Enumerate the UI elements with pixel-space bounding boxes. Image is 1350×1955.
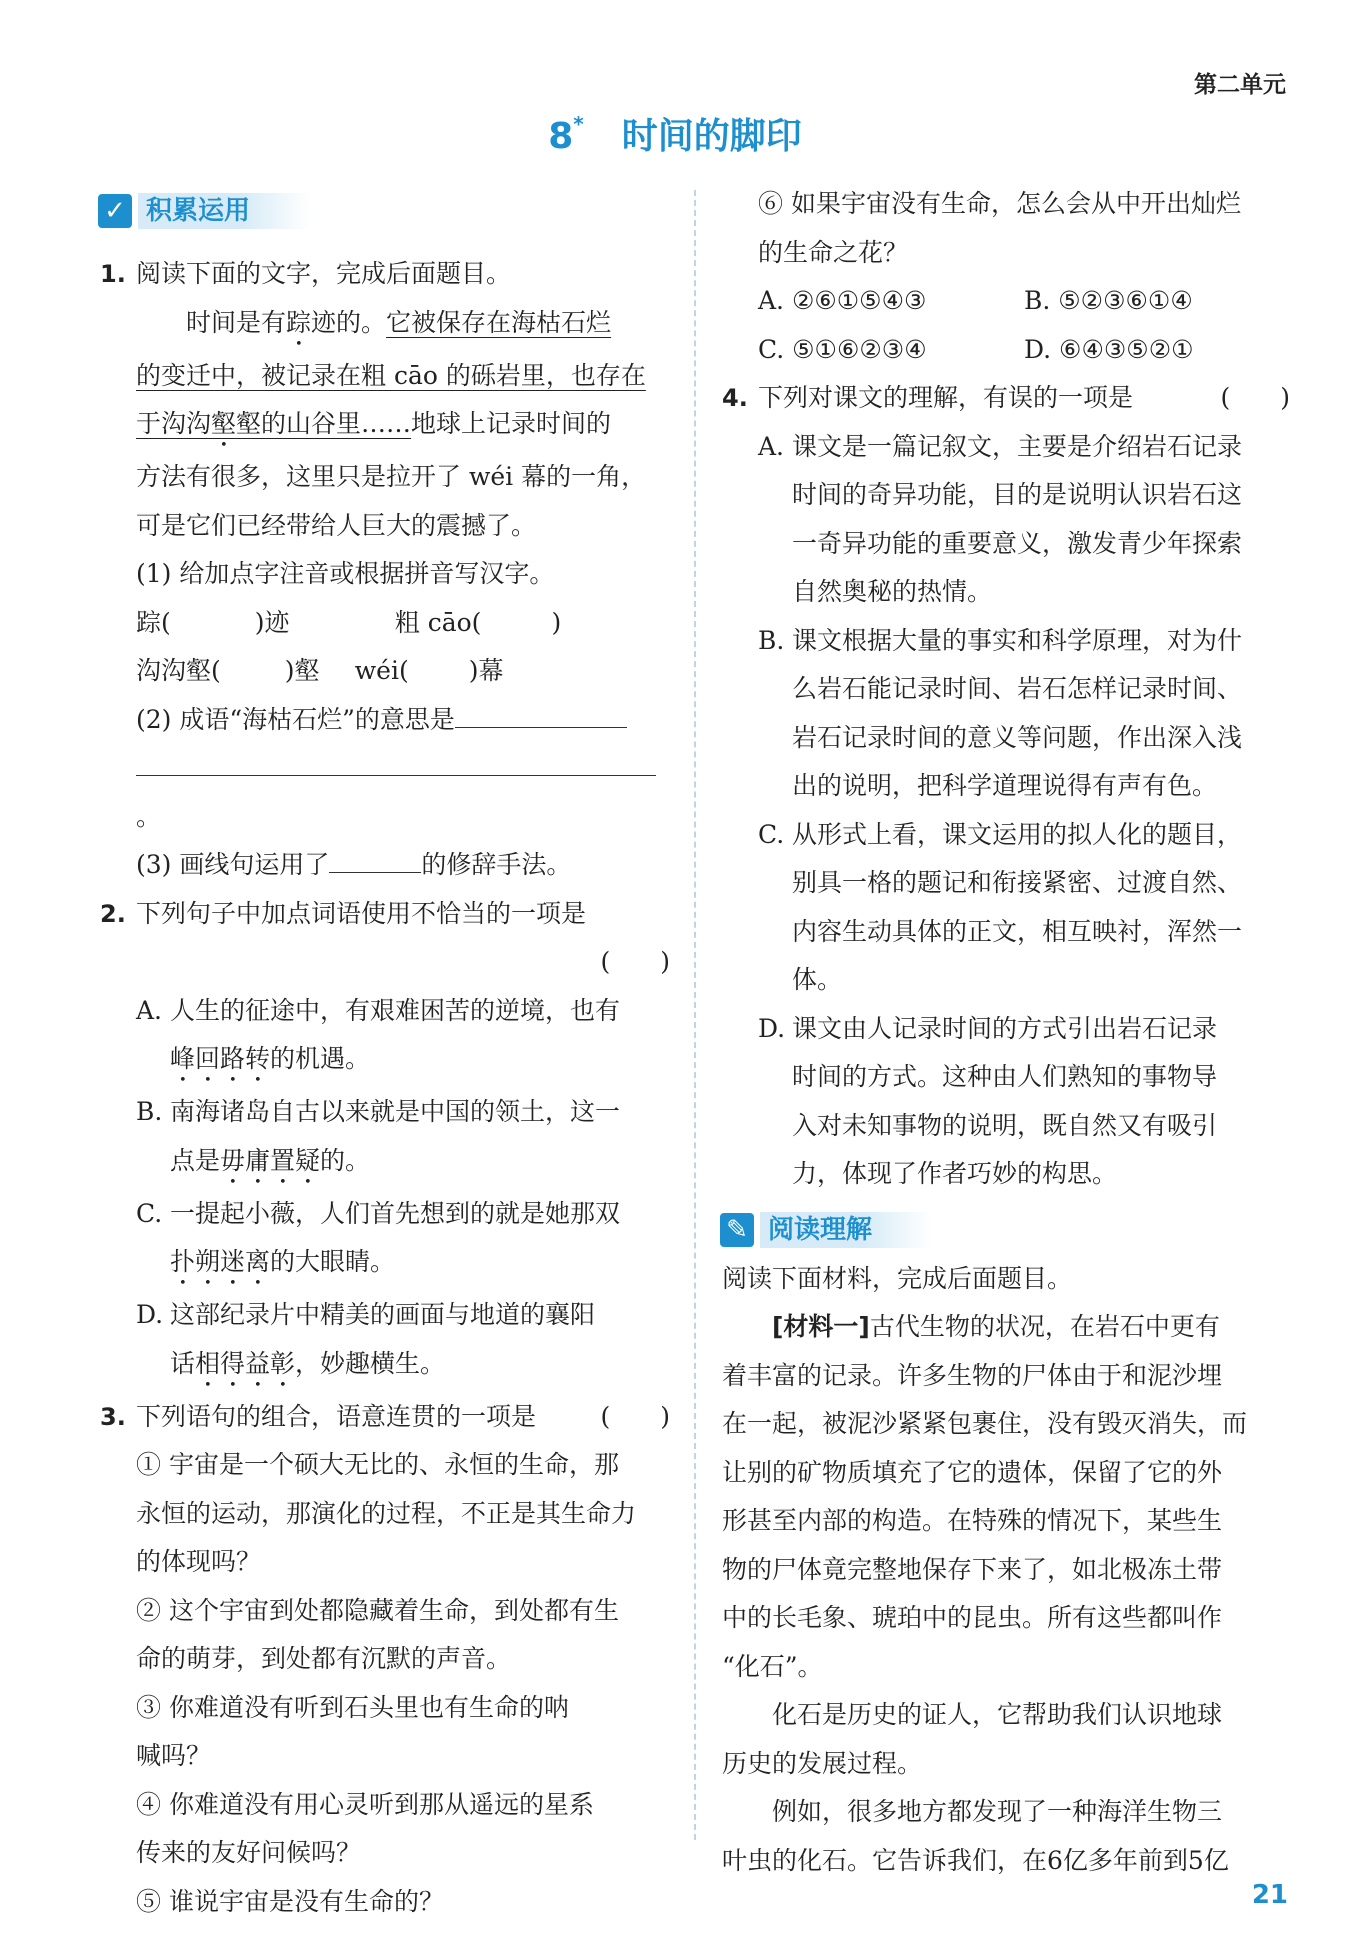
sub-question-2 <box>136 696 670 745</box>
sentence-4: ④ 你难道没有用心灵听到那从遥远的星系 <box>136 1789 594 1819</box>
option-label: C. <box>136 1198 163 1228</box>
right-column <box>722 180 1290 1885</box>
option-text: 这部纪录片中精美的画面与地道的襄阳 <box>170 1300 596 1329</box>
fill-label: 粗 cāo( <box>394 607 482 637</box>
option-text: 入对未知事物的说明，既自然又有吸引 <box>792 1110 1218 1140</box>
sentence-3: 喊吗？ <box>136 1741 212 1770</box>
section-title: 积累运用 <box>138 193 310 229</box>
sentence-6: 的生命之花？ <box>758 237 909 267</box>
fill-label: )幕 <box>468 656 504 685</box>
option-text: 课文由人记录时间的方式引出岩石记录 <box>792 1013 1218 1043</box>
underlined-text: 它被保存在海枯石烂 <box>386 307 612 337</box>
option-c[interactable]: C. ⑤①⑥②③④ <box>758 334 927 364</box>
option-label: A. <box>758 431 785 461</box>
passage-text: 地球上记录时间的 <box>411 409 612 438</box>
option-d[interactable] <box>722 1005 1290 1199</box>
question-stem: 阅读下面的文字，完成后面题目。 <box>136 259 512 288</box>
question-number: 4. <box>722 384 748 412</box>
passage-text: 时间是有 <box>186 307 287 337</box>
material-text: 古代生物的状况，在岩石中更有 <box>869 1312 1220 1341</box>
option-c[interactable] <box>722 811 1290 1005</box>
material-line: 历史的发展过程。 <box>722 1748 923 1778</box>
option-text: 别具一格的题记和衔接紧密、过渡自然、 <box>792 868 1243 897</box>
option-text: 岩石记录时间的意义等问题，作出深入浅 <box>792 722 1243 752</box>
option-d[interactable] <box>136 1291 670 1393</box>
period: 。 <box>136 801 162 831</box>
question-stem-text: 下列语句的组合，语意连贯的一项是 <box>136 1401 537 1431</box>
underlined-text: 壑的山谷里…… <box>236 409 412 438</box>
fill-label: )壑 <box>284 656 320 685</box>
answer-blank[interactable] <box>481 599 551 648</box>
dotted-phrase: 相得益彰 <box>195 1348 296 1378</box>
option-a[interactable] <box>136 987 670 1089</box>
option-c[interactable] <box>136 1190 670 1292</box>
option-text: 课文是一篇记叙文，主要是介绍岩石记录 <box>792 431 1243 461</box>
sub-question-text: 的修辞手法。 <box>421 850 572 879</box>
question-stem <box>758 374 1290 423</box>
fill-row <box>136 599 670 648</box>
option-b[interactable] <box>722 617 1290 811</box>
material-line: 叶虫的化石。它告诉我们，在6亿多年前到5亿 <box>722 1845 1229 1875</box>
option-text: 么岩石能记录时间、岩石怎样记录时间、 <box>792 674 1243 703</box>
question-3-continued <box>722 180 1290 374</box>
question-2 <box>100 890 670 1393</box>
option-text <box>170 1035 670 1088</box>
option-label: B. <box>758 625 785 655</box>
answer-blank[interactable] <box>455 697 627 728</box>
material-line: 化石是历史的证人，它帮助我们认识地球 <box>772 1700 1223 1729</box>
sub-question-3 <box>136 841 670 890</box>
passage <box>136 400 670 453</box>
material-line: 在一起，被泥沙紧紧包裹住，没有毁灭消失，而 <box>722 1409 1248 1438</box>
answer-blank[interactable] <box>409 647 469 696</box>
question-number: 2. <box>100 899 126 928</box>
dotted-phrase: 峰回路转 <box>170 1044 271 1073</box>
sub-question-text: (3) 画线句运用了 <box>136 850 330 879</box>
sub-question-1: (1) 给加点字注音或根据拼音写汉字。 <box>136 559 555 588</box>
passage-text: 迹的。 <box>311 307 387 337</box>
option-text <box>170 1238 670 1291</box>
material-line: 让别的矿物质填充了它的遗体，保留了它的外 <box>722 1457 1223 1487</box>
sentence-6: ⑥ 如果宇宙没有生命，怎么会从中开出灿烂 <box>758 189 1241 218</box>
option-text <box>170 1340 670 1393</box>
question-number: 1. <box>100 260 126 288</box>
option-label: A. <box>136 995 163 1025</box>
option-text: ，妙趣横生。 <box>295 1348 446 1378</box>
option-a[interactable] <box>722 423 1290 617</box>
question-stem <box>136 1393 670 1442</box>
question-4 <box>722 374 1290 423</box>
answer-blank[interactable] <box>221 647 285 696</box>
sub-question-text: (2) 成语“海枯石烂”的意思是 <box>136 704 455 734</box>
option-text: 一奇异功能的重要意义，激发青少年探索 <box>792 528 1243 558</box>
option-label: D. <box>758 1013 786 1043</box>
option-text: 的机遇。 <box>270 1044 371 1073</box>
option-label: C. <box>758 819 785 849</box>
material-line: 物的尸体竟完整地保存下来了，如北极冻土带 <box>722 1554 1223 1584</box>
option-text: 的大眼睛。 <box>270 1247 396 1276</box>
sentence-4: 传来的友好问候吗？ <box>136 1838 362 1867</box>
lesson-number <box>548 112 584 157</box>
fill-label: )迹 <box>254 607 290 637</box>
dotted-phrase: 毋庸置疑 <box>220 1145 321 1175</box>
sentence-2: ② 这个宇宙到处都隐藏着生命，到处都有生 <box>136 1595 619 1625</box>
checkmark-icon: ✓ <box>98 194 132 228</box>
reading-intro: 阅读下面材料，完成后面题目。 <box>722 1263 1073 1293</box>
option-text: 时间的奇异功能，目的是说明认识岩石这 <box>792 480 1243 509</box>
material-line <box>722 1303 1290 1352</box>
underlined-text: 的变迁中，被记录在粗 cāo 的砾岩里，也存在 <box>136 360 646 390</box>
lesson-number-text: 8 <box>548 116 574 157</box>
answer-blank[interactable] <box>329 842 421 873</box>
section-accumulate <box>98 190 670 232</box>
fill-label: wéi( <box>354 656 409 685</box>
passage <box>136 352 670 401</box>
material-line: 中的长毛象、琥珀中的昆虫。所有这些都叫作 <box>722 1603 1223 1632</box>
passage: 可是它们已经带给人巨大的震撼了。 <box>136 510 537 540</box>
option-text: 点是 <box>170 1145 221 1175</box>
passage <box>136 299 670 352</box>
unit-label: 第二单元 <box>1194 72 1286 98</box>
option-text: 力，体现了作者巧妙的构思。 <box>792 1159 1118 1188</box>
fill-row <box>136 647 670 696</box>
sentence-5: ⑤ 谁说宇宙是没有生命的？ <box>136 1886 444 1916</box>
sentence-1: 的体现吗？ <box>136 1547 262 1576</box>
underlined-text: 于沟沟 <box>136 409 212 438</box>
dotted-phrase: 扑朔迷离 <box>170 1247 271 1276</box>
question-1 <box>100 250 670 890</box>
passage: 方法有很多，这里只是拉开了 wéi 幕的一角， <box>136 462 647 491</box>
option-label: D. <box>136 1300 164 1329</box>
question-3 <box>100 1393 670 1927</box>
material-line: 形甚至内部的构造。在特殊的情况下，某些生 <box>722 1506 1223 1535</box>
option-text: 从形式上看，课文运用的拟人化的题目， <box>792 819 1243 849</box>
option-text: 的。 <box>320 1145 371 1175</box>
sentence-3: ③ 你难道没有听到石头里也有生命的呐 <box>136 1692 569 1722</box>
question-stem: 下列句子中加点词语使用不恰当的一项是 <box>136 898 587 928</box>
material-tag: [材料一] <box>772 1312 870 1341</box>
pencil-icon: ✎ <box>720 1213 754 1247</box>
column-divider <box>694 190 696 1840</box>
question-stem-text: 下列对课文的理解，有误的一项是 <box>758 383 1134 412</box>
option-b[interactable] <box>136 1088 670 1190</box>
question-number: 3. <box>100 1402 126 1431</box>
sentence-1: ① 宇宙是一个硕大无比的、永恒的生命，那 <box>136 1450 619 1479</box>
material-line: “化石”。 <box>722 1651 823 1681</box>
option-b[interactable]: B. ⑤②③⑥①④ <box>1024 286 1193 315</box>
sentence-1: 永恒的运动，那演化的过程，不正是其生命力 <box>136 1498 637 1528</box>
option-d[interactable]: D. ⑥④③⑤②① <box>1024 334 1194 364</box>
answer-paren[interactable]: ( ) <box>600 1401 670 1431</box>
material-line: 例如，很多地方都发现了一种海洋生物三 <box>772 1797 1223 1826</box>
dotted-char: 踪 <box>286 307 312 337</box>
fill-label: 踪( <box>136 607 171 637</box>
answer-blank[interactable] <box>171 599 255 648</box>
option-text: 话 <box>170 1348 196 1378</box>
option-row <box>758 326 1290 375</box>
page-number: 21 <box>1251 1880 1288 1910</box>
option-label: B. <box>136 1097 163 1126</box>
option-text: 自然奥秘的热情。 <box>792 577 993 606</box>
lesson-title-text: 时间的脚印 <box>621 116 802 157</box>
lesson-title <box>0 108 1350 159</box>
option-text: 南海诸岛自古以来就是中国的领土，这一 <box>170 1097 621 1126</box>
option-text: 时间的方式。这种由人们熟知的事物导 <box>792 1062 1218 1091</box>
fill-label: 沟沟壑( <box>136 656 221 685</box>
left-column <box>100 190 670 1926</box>
option-text <box>170 1137 670 1190</box>
answer-blank[interactable] <box>136 745 656 776</box>
answer-paren[interactable]: ( ) <box>1220 383 1290 412</box>
section-reading <box>720 1209 1290 1251</box>
option-text: 一提起小薇，人们首先想到的就是她那双 <box>170 1198 621 1228</box>
answer-paren[interactable]: ( ) <box>600 947 670 976</box>
sentence-2: 命的萌芽，到处都有沉默的声音。 <box>136 1644 512 1673</box>
option-text: 内容生动具体的正文，相互映衬，浑然一体。 <box>792 916 1243 994</box>
answer-line <box>136 744 670 841</box>
section-title: 阅读理解 <box>760 1212 932 1248</box>
option-text: 出的说明，把科学道理说得有声有色。 <box>792 771 1218 800</box>
material-line: 着丰富的记录。许多生物的尸体由于和泥沙埋 <box>722 1360 1223 1390</box>
fill-label: ) <box>551 607 562 637</box>
option-text: 课文根据大量的事实和科学原理，对为什 <box>792 625 1243 655</box>
option-text: 人生的征途中，有艰难困苦的逆境，也有 <box>170 995 621 1025</box>
dotted-char: 壑 <box>211 409 237 438</box>
option-row <box>758 277 1290 326</box>
option-a[interactable]: A. ②⑥①⑤④③ <box>758 286 927 315</box>
reading-material <box>722 1255 1290 1886</box>
lesson-mark: * <box>573 112 584 136</box>
